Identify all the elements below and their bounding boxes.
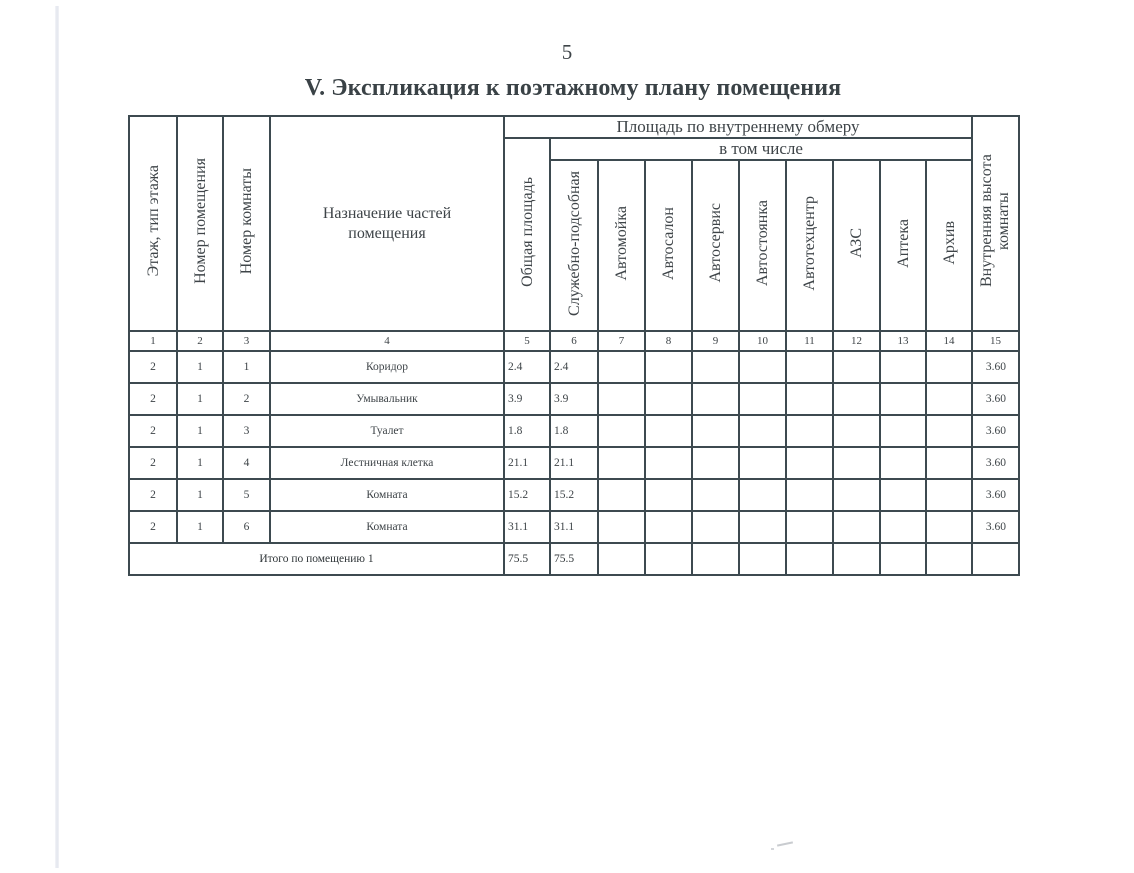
cell-floor: 2	[129, 351, 177, 383]
cell-floor: 2	[129, 511, 177, 543]
empty-cell	[739, 479, 786, 511]
empty-cell	[926, 447, 972, 479]
cell-floor: 2	[129, 415, 177, 447]
table-row	[129, 447, 1019, 479]
header-sub-text: Служебно-подсобная	[565, 170, 583, 316]
cell-height: 3.60	[972, 447, 1019, 479]
cell-room-number: 2	[223, 383, 270, 415]
header-sub-car-showroom	[645, 160, 692, 331]
empty-cell	[645, 351, 692, 383]
empty-cell	[739, 351, 786, 383]
header-premises-number-text: Номер помещения	[191, 158, 209, 284]
empty-cell	[833, 351, 880, 383]
column-number: 14	[926, 331, 972, 351]
empty-cell	[692, 415, 739, 447]
header-sub-text: Архив	[940, 221, 958, 265]
scan-edge-line	[55, 6, 59, 868]
data-rows	[129, 351, 1019, 543]
header-sub-tech-center	[786, 160, 833, 331]
header-total-area-text: Общая площадь	[518, 177, 536, 287]
empty-cell	[739, 415, 786, 447]
empty-cell	[692, 383, 739, 415]
column-number: 13	[880, 331, 926, 351]
cell-total-area: 21.1	[504, 447, 550, 479]
empty-cell	[880, 479, 926, 511]
cell-room-number: 1	[223, 351, 270, 383]
explication-table	[128, 115, 1020, 576]
cell-purpose: Комната	[270, 479, 504, 511]
cell-height: 3.60	[972, 511, 1019, 543]
empty-cell	[786, 479, 833, 511]
header-sub-text: Автомойка	[613, 205, 630, 281]
table-row	[129, 479, 1019, 511]
empty-cell	[692, 351, 739, 383]
empty-cell	[833, 479, 880, 511]
header-row-1	[129, 116, 1019, 138]
header-sub-car-wash	[598, 160, 645, 331]
header-sub-car-service	[692, 160, 739, 331]
empty-cell	[598, 447, 645, 479]
empty-cell	[786, 383, 833, 415]
empty-cell	[880, 543, 926, 575]
table-row	[129, 511, 1019, 543]
header-purpose-text: Назначение частей помещения	[322, 204, 452, 242]
cell-height: 3.60	[972, 351, 1019, 383]
cell-service-area: 1.8	[550, 415, 598, 447]
column-number: 5	[504, 331, 550, 351]
empty-cell	[926, 415, 972, 447]
cell-total-area: 31.1	[504, 511, 550, 543]
column-number: 11	[786, 331, 833, 351]
total-row	[129, 543, 1019, 575]
empty-cell	[880, 351, 926, 383]
empty-cell	[598, 511, 645, 543]
column-number: 9	[692, 331, 739, 351]
cell-purpose: Коридор	[270, 351, 504, 383]
cell-service-area: 31.1	[550, 511, 598, 543]
empty-cell	[926, 543, 972, 575]
empty-cell	[926, 479, 972, 511]
total-service-value: 75.5	[550, 543, 598, 575]
empty-cell	[833, 511, 880, 543]
header-sub-gas-station	[833, 160, 880, 331]
header-height	[972, 116, 1019, 331]
header-premises-number	[177, 116, 223, 331]
total-label: Итого по помещению 1	[129, 543, 504, 575]
cell-premises-number: 1	[177, 511, 223, 543]
empty-cell	[786, 511, 833, 543]
cell-height: 3.60	[972, 479, 1019, 511]
empty-cell	[645, 511, 692, 543]
empty-cell	[833, 543, 880, 575]
cell-height: 3.60	[972, 415, 1019, 447]
empty-cell	[786, 543, 833, 575]
empty-cell	[786, 415, 833, 447]
empty-cell	[692, 479, 739, 511]
cell-service-area: 21.1	[550, 447, 598, 479]
empty-cell	[598, 479, 645, 511]
header-sub-archive	[926, 160, 972, 331]
header-floor-text: Этаж, тип этажа	[144, 165, 162, 277]
cell-service-area: 2.4	[550, 351, 598, 383]
empty-cell	[645, 383, 692, 415]
empty-cell	[692, 543, 739, 575]
cell-premises-number: 1	[177, 415, 223, 447]
cell-height: 3.60	[972, 383, 1019, 415]
column-number: 15	[972, 331, 1019, 351]
header-floor	[129, 116, 177, 331]
column-number: 1	[129, 331, 177, 351]
cell-total-area: 15.2	[504, 479, 550, 511]
table-row	[129, 351, 1019, 383]
empty-cell	[598, 543, 645, 575]
cell-purpose: Умывальник	[270, 383, 504, 415]
cell-premises-number: 1	[177, 447, 223, 479]
empty-cell	[739, 543, 786, 575]
column-number: 12	[833, 331, 880, 351]
cell-premises-number: 1	[177, 351, 223, 383]
cell-premises-number: 1	[177, 383, 223, 415]
empty-cell	[598, 383, 645, 415]
cell-purpose: Туалет	[270, 415, 504, 447]
column-number: 2	[177, 331, 223, 351]
scan-mark	[771, 848, 774, 850]
cell-service-area: 3.9	[550, 383, 598, 415]
header-height-text: Внутренняя высота комнаты	[977, 154, 1012, 288]
empty-cell	[598, 415, 645, 447]
cell-room-number: 6	[223, 511, 270, 543]
cell-total-area: 1.8	[504, 415, 550, 447]
cell-floor: 2	[129, 447, 177, 479]
column-number: 8	[645, 331, 692, 351]
header-sub-text: Аптека	[894, 218, 912, 268]
cell-room-number: 5	[223, 479, 270, 511]
column-number: 7	[598, 331, 645, 351]
empty-cell	[880, 383, 926, 415]
header-sub-text: Автотехцентр	[801, 195, 818, 291]
page-number: 5	[561, 40, 573, 64]
cell-premises-number: 1	[177, 479, 223, 511]
empty-cell	[645, 543, 692, 575]
header-area-group-text: Площадь по внутреннему обмеру	[616, 117, 860, 136]
header-sub-parking	[739, 160, 786, 331]
empty-cell	[880, 447, 926, 479]
total-area-value: 75.5	[504, 543, 550, 575]
scan-mark	[777, 841, 793, 846]
empty-cell	[739, 447, 786, 479]
table-row	[129, 415, 1019, 447]
empty-cell	[739, 511, 786, 543]
header-including	[550, 138, 972, 160]
empty-cell	[880, 415, 926, 447]
header-sub-text: Автостоянка	[754, 199, 771, 287]
header-sub-pharmacy	[880, 160, 926, 331]
column-number: 10	[739, 331, 786, 351]
column-number: 4	[270, 331, 504, 351]
header-area-group	[504, 116, 972, 138]
empty-cell	[786, 447, 833, 479]
empty-cell	[598, 351, 645, 383]
cell-floor: 2	[129, 383, 177, 415]
header-room-number-text: Номер комнаты	[238, 167, 255, 275]
empty-cell	[880, 511, 926, 543]
header-room-number	[223, 116, 270, 331]
empty-cell	[645, 447, 692, 479]
header-sub-text: АЗС	[848, 228, 865, 258]
table-row	[129, 383, 1019, 415]
header-sub-service	[550, 160, 598, 331]
cell-purpose: Комната	[270, 511, 504, 543]
empty-cell	[926, 351, 972, 383]
empty-cell	[645, 479, 692, 511]
empty-cell	[833, 447, 880, 479]
column-number: 3	[223, 331, 270, 351]
column-number: 6	[550, 331, 598, 351]
empty-cell	[926, 511, 972, 543]
cell-floor: 2	[129, 479, 177, 511]
empty-cell	[739, 383, 786, 415]
header-sub-text: Автосервис	[707, 203, 724, 283]
header-purpose	[270, 116, 504, 331]
page-title: V. Экспликация к поэтажному плану помещения	[304, 75, 842, 101]
empty-cell	[645, 415, 692, 447]
cell-room-number: 4	[223, 447, 270, 479]
header-sub-text: Автосалон	[660, 206, 677, 280]
header-including-text: в том числе	[719, 139, 803, 158]
cell-service-area: 15.2	[550, 479, 598, 511]
cell-purpose: Лестничная клетка	[270, 447, 504, 479]
empty-cell	[692, 447, 739, 479]
cell-room-number: 3	[223, 415, 270, 447]
cell-total-area: 3.9	[504, 383, 550, 415]
header-total-area	[504, 138, 550, 331]
cell-total-area: 2.4	[504, 351, 550, 383]
column-numbers-row	[129, 331, 1019, 351]
empty-cell	[786, 351, 833, 383]
empty-cell	[833, 415, 880, 447]
empty-cell	[692, 511, 739, 543]
empty-cell	[833, 383, 880, 415]
empty-cell	[926, 383, 972, 415]
empty-cell	[972, 543, 1019, 575]
